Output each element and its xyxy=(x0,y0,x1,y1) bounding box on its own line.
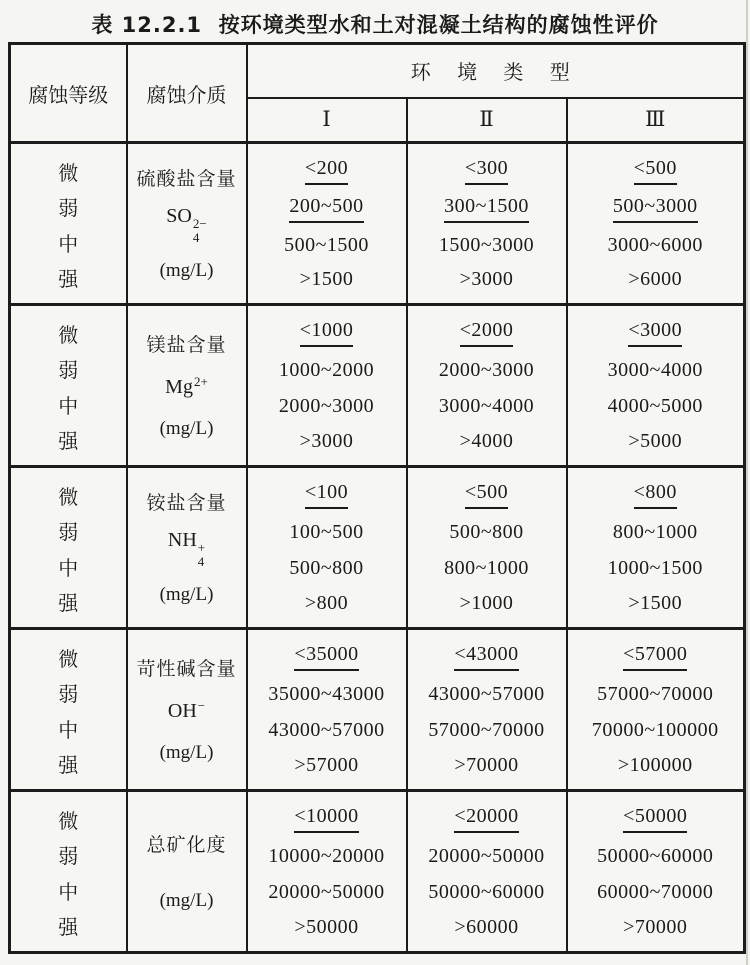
grade-label: 强 xyxy=(58,430,79,453)
cell-value: >6000 xyxy=(628,268,683,291)
table-row xyxy=(10,791,745,953)
value-line xyxy=(408,683,566,707)
formula-superscript: + xyxy=(197,540,206,556)
grade-cell-lines xyxy=(11,468,126,627)
value-line xyxy=(568,195,744,223)
grade-label: 微 xyxy=(58,487,79,509)
medium-unit-line xyxy=(128,741,246,765)
cell-value: 57000~70000 xyxy=(597,683,714,706)
medium-name-line xyxy=(128,654,246,681)
cell-value: <500 xyxy=(634,157,677,185)
cell-value: 800~1000 xyxy=(444,556,529,579)
cell-value: <35000 xyxy=(294,643,358,671)
grade-line xyxy=(11,911,126,940)
value-line xyxy=(408,319,566,347)
value-line xyxy=(568,556,744,580)
chemical-formula xyxy=(166,205,206,244)
medium-name: 铵盐含量 xyxy=(146,492,227,515)
value-cell-lines xyxy=(408,306,566,465)
cell-value: 200~500 xyxy=(289,195,363,223)
value-cell-lines xyxy=(408,144,566,303)
medium-cell-lines xyxy=(128,468,246,627)
cell-value: 70000~100000 xyxy=(591,718,719,741)
cell-value: 2000~3000 xyxy=(438,359,535,382)
formula-subscript: 4 xyxy=(197,553,205,569)
medium-unit-line xyxy=(128,417,246,441)
formula-base: Mg xyxy=(165,375,193,398)
cell-value: <10000 xyxy=(294,805,358,833)
grade-line xyxy=(11,425,126,454)
cell-value: 500~800 xyxy=(449,521,524,544)
cell-value: 4000~5000 xyxy=(607,394,703,417)
cell-value: >1000 xyxy=(459,592,514,615)
value-line xyxy=(408,592,566,616)
medium-unit-line xyxy=(128,259,246,283)
medium-name-line xyxy=(128,830,246,857)
value-line xyxy=(408,481,566,509)
grade-line xyxy=(11,263,126,292)
value-line xyxy=(408,643,566,671)
medium-formula-line xyxy=(128,205,246,244)
grade-line xyxy=(11,192,126,221)
header-environment-type: 环 境 类 型 xyxy=(247,44,745,98)
corrosion-table xyxy=(8,42,746,954)
formula-superscript: 2− xyxy=(192,216,207,232)
value-line xyxy=(248,359,406,383)
cell-value: 500~1500 xyxy=(284,234,369,257)
value-cell-lines xyxy=(568,792,744,951)
cell-value: 3000~4000 xyxy=(438,394,535,417)
formula-subsup xyxy=(193,217,207,244)
value-line xyxy=(568,359,744,383)
medium-cell xyxy=(127,305,247,467)
value-line xyxy=(568,592,744,616)
table-row xyxy=(10,629,745,791)
grade-cell xyxy=(10,791,127,953)
value-line xyxy=(408,268,566,292)
grade-label: 微 xyxy=(58,163,79,185)
value-line xyxy=(248,521,406,545)
value-line xyxy=(568,319,744,347)
value-line xyxy=(248,157,406,185)
cell-value: 57000~70000 xyxy=(428,718,545,741)
cell-value: <50000 xyxy=(623,805,687,833)
grade-label: 弱 xyxy=(58,684,79,707)
grade-line xyxy=(11,643,126,672)
table-row xyxy=(10,467,745,629)
grade-line xyxy=(11,805,126,834)
value-line xyxy=(248,880,406,904)
value-line xyxy=(568,268,744,292)
grade-label: 弱 xyxy=(58,360,79,383)
value-cell xyxy=(407,791,567,953)
value-line xyxy=(568,916,744,940)
grade-label: 强 xyxy=(58,592,79,615)
cell-value: >100000 xyxy=(617,754,693,777)
cell-value: >3000 xyxy=(459,268,514,291)
value-cell-lines xyxy=(248,792,406,951)
formula-subsup xyxy=(198,541,205,568)
cell-value: <800 xyxy=(634,481,677,509)
value-cell xyxy=(567,467,745,629)
grade-line xyxy=(11,481,126,510)
cell-value: 20000~50000 xyxy=(268,880,385,903)
value-line xyxy=(568,805,744,833)
grade-label: 微 xyxy=(58,649,79,671)
value-line xyxy=(408,718,566,742)
grade-label: 中 xyxy=(58,881,79,904)
grade-cell xyxy=(10,143,127,305)
cell-value: 1000~1500 xyxy=(607,556,703,579)
value-line xyxy=(408,430,566,454)
value-line xyxy=(568,430,744,454)
cell-value: >1500 xyxy=(299,268,354,291)
value-cell xyxy=(407,143,567,305)
medium-unit-line xyxy=(128,583,246,607)
value-line xyxy=(408,359,566,383)
value-line xyxy=(568,394,744,418)
value-cell xyxy=(407,629,567,791)
value-cell xyxy=(247,143,407,305)
cell-value: 43000~57000 xyxy=(268,718,385,741)
cell-value: <57000 xyxy=(623,643,687,671)
header-corrosion-medium: 腐蚀介质 xyxy=(127,44,247,143)
cell-value: >4000 xyxy=(459,430,514,453)
value-line xyxy=(568,754,744,778)
value-line xyxy=(248,754,406,778)
cell-value: >70000 xyxy=(454,754,519,777)
grade-label: 弱 xyxy=(58,522,79,545)
cell-value: >3000 xyxy=(299,430,354,453)
unit-label: (mg/L) xyxy=(159,583,214,605)
value-cell xyxy=(567,791,745,953)
cell-value: <2000 xyxy=(460,319,514,347)
value-cell-lines xyxy=(568,144,744,303)
medium-cell-lines xyxy=(128,306,246,465)
unit-label: (mg/L) xyxy=(159,890,214,911)
medium-name: 总矿化度 xyxy=(146,834,227,856)
cell-value: <43000 xyxy=(454,643,518,671)
grade-line xyxy=(11,678,126,707)
value-line xyxy=(408,805,566,833)
cell-value: >5000 xyxy=(628,430,683,453)
medium-name-line xyxy=(128,164,246,191)
scan-edge-artifact xyxy=(746,0,748,965)
value-line xyxy=(248,234,406,258)
grade-line xyxy=(11,714,126,743)
value-cell-lines xyxy=(568,468,744,627)
value-line xyxy=(408,556,566,580)
medium-name: 硫酸盐含量 xyxy=(136,168,237,191)
cell-value: <100 xyxy=(305,481,348,509)
cell-value: 43000~57000 xyxy=(428,683,545,706)
header-env-column-1: Ⅰ xyxy=(247,98,407,143)
table-row xyxy=(10,143,745,305)
value-line xyxy=(248,916,406,940)
value-line xyxy=(248,643,406,671)
grade-label: 强 xyxy=(58,754,79,777)
cell-value: 300~1500 xyxy=(444,195,529,223)
value-line xyxy=(408,394,566,418)
grade-label: 微 xyxy=(58,325,79,347)
cell-value: 35000~43000 xyxy=(268,683,385,706)
cell-value: >1500 xyxy=(628,592,683,615)
cell-value: 3000~4000 xyxy=(607,359,703,382)
value-line xyxy=(408,916,566,940)
value-line xyxy=(248,592,406,616)
grade-line xyxy=(11,840,126,869)
unit-label: (mg/L) xyxy=(159,259,214,281)
cell-value: 3000~6000 xyxy=(607,234,703,257)
cell-value: <300 xyxy=(465,157,508,185)
value-cell xyxy=(407,305,567,467)
value-line xyxy=(248,319,406,347)
value-line xyxy=(248,683,406,707)
grade-cell-lines xyxy=(11,630,126,789)
grade-label: 中 xyxy=(58,719,79,742)
grade-line xyxy=(11,587,126,616)
grade-line xyxy=(11,876,126,905)
grade-line xyxy=(11,354,126,383)
header-env-column-3: Ⅲ xyxy=(567,98,745,143)
cell-value: >800 xyxy=(304,592,349,615)
value-line xyxy=(568,683,744,707)
medium-cell-lines xyxy=(128,630,246,789)
medium-cell-lines xyxy=(128,144,246,303)
cell-value: 50000~60000 xyxy=(428,880,545,903)
cell-value: <1000 xyxy=(300,319,354,347)
value-cell-lines xyxy=(568,630,744,789)
cell-value: 500~800 xyxy=(289,556,364,579)
value-cell-lines xyxy=(408,792,566,951)
medium-unit-line xyxy=(128,889,246,913)
medium-cell-lines xyxy=(128,792,246,951)
chemical-formula xyxy=(168,529,205,568)
formula-base: OH xyxy=(167,699,197,722)
unit-label: (mg/L) xyxy=(159,418,214,439)
medium-name-line xyxy=(128,488,246,515)
table-header xyxy=(10,44,745,143)
grade-line xyxy=(11,552,126,581)
cell-value: >70000 xyxy=(623,916,688,939)
formula-base: SO xyxy=(166,205,192,228)
cell-value: <500 xyxy=(465,481,508,509)
value-line xyxy=(248,268,406,292)
value-line xyxy=(568,157,744,185)
cell-value: 2000~3000 xyxy=(278,394,375,417)
formula-subscript: 4 xyxy=(192,229,200,245)
table-row xyxy=(10,305,745,467)
chemical-formula xyxy=(165,373,208,399)
value-cell-lines xyxy=(568,306,744,465)
table-title: 表 12.2.1 按环境类型水和土对混凝土结构的腐蚀性评价 xyxy=(91,13,659,37)
value-cell xyxy=(407,467,567,629)
value-cell xyxy=(247,467,407,629)
value-line xyxy=(248,481,406,509)
formula-base: NH xyxy=(167,529,197,552)
value-line xyxy=(568,880,744,904)
value-line xyxy=(248,394,406,418)
value-cell-lines xyxy=(248,630,406,789)
value-line xyxy=(248,805,406,833)
cell-value: 1000~2000 xyxy=(278,359,375,382)
value-line xyxy=(568,718,744,742)
value-cell-lines xyxy=(248,306,406,465)
value-line xyxy=(248,430,406,454)
value-cell-lines xyxy=(248,144,406,303)
grade-label: 中 xyxy=(58,557,79,580)
grade-label: 中 xyxy=(58,233,79,256)
value-cell xyxy=(247,305,407,467)
cell-value: <20000 xyxy=(454,805,518,833)
grade-cell-lines xyxy=(11,306,126,465)
value-cell-lines xyxy=(408,630,566,789)
value-cell xyxy=(247,629,407,791)
grade-label: 微 xyxy=(58,811,79,833)
cell-value: 10000~20000 xyxy=(268,845,385,868)
grade-cell-lines xyxy=(11,144,126,303)
medium-name: 苛性碱含量 xyxy=(136,658,237,680)
cell-value: 60000~70000 xyxy=(597,880,714,903)
header-env-column-2: Ⅱ xyxy=(407,98,567,143)
grade-line xyxy=(11,228,126,257)
grade-label: 强 xyxy=(58,268,79,291)
grade-cell xyxy=(10,305,127,467)
cell-value: >57000 xyxy=(294,754,359,777)
medium-formula-line xyxy=(128,699,246,723)
grade-cell xyxy=(10,467,127,629)
value-cell xyxy=(247,791,407,953)
value-line xyxy=(568,234,744,258)
chemical-formula xyxy=(167,697,206,723)
value-line xyxy=(248,195,406,223)
formula-superscript: 2+ xyxy=(193,373,208,389)
value-line xyxy=(568,521,744,545)
grade-label: 强 xyxy=(58,916,79,939)
medium-name-line xyxy=(128,330,246,357)
cell-value: >50000 xyxy=(294,916,359,939)
medium-cell xyxy=(127,467,247,629)
value-line xyxy=(408,195,566,223)
cell-value: 50000~60000 xyxy=(597,845,714,868)
grade-cell-lines xyxy=(11,792,126,951)
grade-line xyxy=(11,319,126,348)
value-line xyxy=(248,845,406,869)
cell-value: 20000~50000 xyxy=(428,845,545,868)
value-cell xyxy=(567,305,745,467)
unit-label: (mg/L) xyxy=(159,742,214,763)
header-corrosion-grade: 腐蚀等级 xyxy=(10,44,127,143)
value-line xyxy=(568,845,744,869)
value-cell-lines xyxy=(248,468,406,627)
value-line xyxy=(408,521,566,545)
grade-line xyxy=(11,516,126,545)
value-line xyxy=(408,880,566,904)
medium-formula-line xyxy=(128,375,246,399)
value-line xyxy=(248,718,406,742)
value-line xyxy=(568,643,744,671)
value-cell-lines xyxy=(408,468,566,627)
medium-cell xyxy=(127,791,247,953)
value-line xyxy=(408,754,566,778)
table-body xyxy=(10,143,745,953)
cell-value: <3000 xyxy=(628,319,682,347)
cell-value: 500~3000 xyxy=(613,195,698,223)
medium-cell xyxy=(127,143,247,305)
cell-value: 100~500 xyxy=(289,521,364,544)
medium-name: 镁盐含量 xyxy=(146,334,227,356)
grade-label: 弱 xyxy=(58,198,79,221)
grade-line xyxy=(11,157,126,186)
cell-value: 1500~3000 xyxy=(438,234,535,257)
medium-cell xyxy=(127,629,247,791)
value-cell xyxy=(567,629,745,791)
medium-formula-line xyxy=(128,529,246,568)
grade-label: 弱 xyxy=(58,846,79,869)
cell-value: >60000 xyxy=(454,916,519,939)
cell-value: 800~1000 xyxy=(612,521,698,544)
grade-line xyxy=(11,390,126,419)
value-line xyxy=(408,234,566,258)
grade-label: 中 xyxy=(58,395,79,418)
formula-superscript: − xyxy=(197,697,206,713)
value-line xyxy=(408,845,566,869)
value-line xyxy=(568,481,744,509)
grade-line xyxy=(11,749,126,778)
value-line xyxy=(248,556,406,580)
value-line xyxy=(408,157,566,185)
grade-cell xyxy=(10,629,127,791)
cell-value: <200 xyxy=(305,157,348,185)
value-cell xyxy=(567,143,745,305)
